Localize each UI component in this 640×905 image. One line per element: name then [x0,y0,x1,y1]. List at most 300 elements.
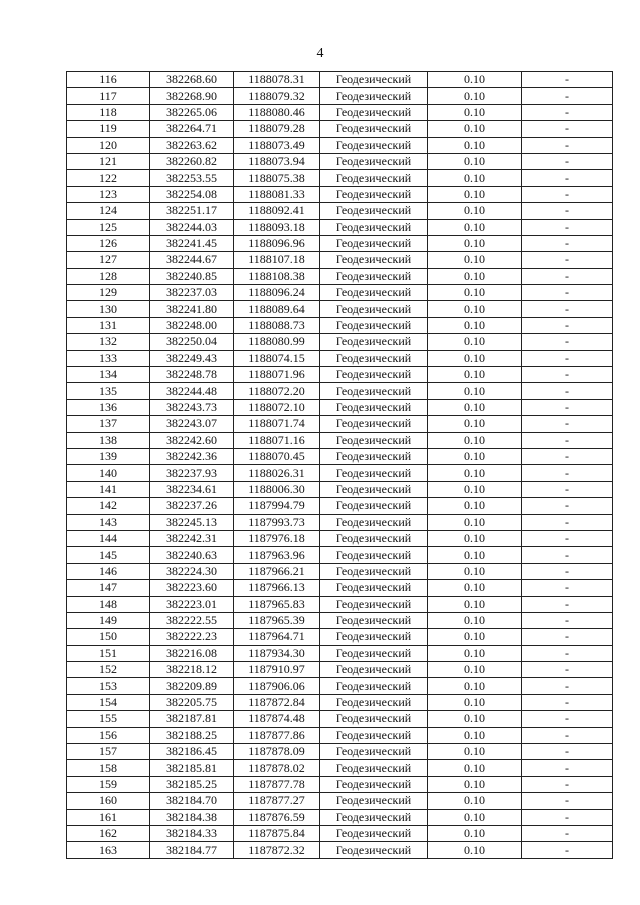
accuracy-cell: 0.10 [428,432,522,448]
point-number-cell: 132 [67,334,150,350]
x-coordinate-cell: 382244.03 [150,219,234,235]
table-row [67,301,613,317]
point-number-cell: 135 [67,383,150,399]
note-cell: - [522,137,613,153]
y-coordinate-cell: 1187993.73 [234,514,320,530]
x-coordinate-cell: 382242.36 [150,448,234,464]
accuracy-cell: 0.10 [428,235,522,251]
x-coordinate-cell: 382250.04 [150,334,234,350]
note-cell: - [522,694,613,710]
point-number-cell: 128 [67,268,150,284]
note-cell: - [522,203,613,219]
method-cell: Геодезический [320,465,428,481]
accuracy-cell: 0.10 [428,334,522,350]
method-cell: Геодезический [320,662,428,678]
point-number-cell: 142 [67,498,150,514]
accuracy-cell: 0.10 [428,121,522,137]
note-cell: - [522,252,613,268]
x-coordinate-cell: 382184.33 [150,825,234,841]
point-number-cell: 129 [67,285,150,301]
page-number: 4 [316,46,324,61]
method-cell: Геодезический [320,88,428,104]
x-coordinate-cell: 382268.90 [150,88,234,104]
x-coordinate-cell: 382234.61 [150,481,234,497]
y-coordinate-cell: 1188089.64 [234,301,320,317]
method-cell: Геодезический [320,612,428,628]
x-coordinate-cell: 382243.73 [150,399,234,415]
x-coordinate-cell: 382222.23 [150,629,234,645]
method-cell: Геодезический [320,367,428,383]
point-number-cell: 140 [67,465,150,481]
point-number-cell: 160 [67,793,150,809]
point-number-cell: 143 [67,514,150,530]
table-row [67,350,613,366]
x-coordinate-cell: 382268.60 [150,72,234,88]
point-number-cell: 154 [67,694,150,710]
method-cell: Геодезический [320,317,428,333]
accuracy-cell: 0.10 [428,514,522,530]
point-number-cell: 161 [67,809,150,825]
note-cell: - [522,580,613,596]
point-number-cell: 163 [67,842,150,858]
method-cell: Геодезический [320,432,428,448]
accuracy-cell: 0.10 [428,465,522,481]
note-cell: - [522,334,613,350]
x-coordinate-cell: 382184.70 [150,793,234,809]
x-coordinate-cell: 382242.31 [150,530,234,546]
y-coordinate-cell: 1187877.27 [234,793,320,809]
table-row [67,580,613,596]
y-coordinate-cell: 1187875.84 [234,825,320,841]
note-cell: - [522,727,613,743]
x-coordinate-cell: 382248.78 [150,367,234,383]
method-cell: Геодезический [320,596,428,612]
point-number-cell: 156 [67,727,150,743]
y-coordinate-cell: 1188026.31 [234,465,320,481]
table-row [67,121,613,137]
table-row [67,285,613,301]
coordinates-table-body [67,72,613,859]
accuracy-cell: 0.10 [428,809,522,825]
accuracy-cell: 0.10 [428,760,522,776]
y-coordinate-cell: 1188071.96 [234,367,320,383]
table-row [67,727,613,743]
method-cell: Геодезический [320,235,428,251]
y-coordinate-cell: 1188079.32 [234,88,320,104]
y-coordinate-cell: 1187876.59 [234,809,320,825]
accuracy-cell: 0.10 [428,153,522,169]
y-coordinate-cell: 1187878.09 [234,744,320,760]
table-row [67,596,613,612]
note-cell: - [522,760,613,776]
x-coordinate-cell: 382249.43 [150,350,234,366]
y-coordinate-cell: 1187910.97 [234,662,320,678]
x-coordinate-cell: 382260.82 [150,153,234,169]
y-coordinate-cell: 1188078.31 [234,72,320,88]
table-row [67,530,613,546]
table-row [67,825,613,841]
y-coordinate-cell: 1187994.79 [234,498,320,514]
x-coordinate-cell: 382185.81 [150,760,234,776]
x-coordinate-cell: 382263.62 [150,137,234,153]
accuracy-cell: 0.10 [428,383,522,399]
note-cell: - [522,825,613,841]
table-row [67,744,613,760]
y-coordinate-cell: 1188070.45 [234,448,320,464]
point-number-cell: 121 [67,153,150,169]
table-row [67,760,613,776]
y-coordinate-cell: 1188080.46 [234,104,320,120]
table-row [67,448,613,464]
x-coordinate-cell: 382187.81 [150,711,234,727]
accuracy-cell: 0.10 [428,285,522,301]
accuracy-cell: 0.10 [428,645,522,661]
y-coordinate-cell: 1188071.74 [234,416,320,432]
point-number-cell: 122 [67,170,150,186]
note-cell: - [522,498,613,514]
method-cell: Геодезический [320,203,428,219]
x-coordinate-cell: 382218.12 [150,662,234,678]
note-cell: - [522,809,613,825]
accuracy-cell: 0.10 [428,727,522,743]
method-cell: Геодезический [320,809,428,825]
method-cell: Геодезический [320,121,428,137]
table-row [67,629,613,645]
note-cell: - [522,235,613,251]
table-row [67,465,613,481]
method-cell: Геодезический [320,498,428,514]
accuracy-cell: 0.10 [428,662,522,678]
note-cell: - [522,563,613,579]
accuracy-cell: 0.10 [428,416,522,432]
y-coordinate-cell: 1187872.32 [234,842,320,858]
method-cell: Геодезический [320,842,428,858]
accuracy-cell: 0.10 [428,711,522,727]
x-coordinate-cell: 382184.77 [150,842,234,858]
note-cell: - [522,219,613,235]
x-coordinate-cell: 382241.80 [150,301,234,317]
x-coordinate-cell: 382223.01 [150,596,234,612]
y-coordinate-cell: 1187877.86 [234,727,320,743]
y-coordinate-cell: 1188073.49 [234,137,320,153]
accuracy-cell: 0.10 [428,825,522,841]
method-cell: Геодезический [320,825,428,841]
accuracy-cell: 0.10 [428,219,522,235]
accuracy-cell: 0.10 [428,170,522,186]
point-number-cell: 137 [67,416,150,432]
x-coordinate-cell: 382244.48 [150,383,234,399]
accuracy-cell: 0.10 [428,88,522,104]
x-coordinate-cell: 382184.38 [150,809,234,825]
table-row [67,694,613,710]
y-coordinate-cell: 1187872.84 [234,694,320,710]
point-number-cell: 158 [67,760,150,776]
x-coordinate-cell: 382237.26 [150,498,234,514]
table-row [67,678,613,694]
table-row [67,809,613,825]
y-coordinate-cell: 1188080.99 [234,334,320,350]
method-cell: Геодезический [320,334,428,350]
table-row [67,252,613,268]
y-coordinate-cell: 1188107.18 [234,252,320,268]
point-number-cell: 148 [67,596,150,612]
note-cell: - [522,744,613,760]
accuracy-cell: 0.10 [428,104,522,120]
note-cell: - [522,612,613,628]
note-cell: - [522,72,613,88]
point-number-cell: 127 [67,252,150,268]
accuracy-cell: 0.10 [428,203,522,219]
method-cell: Геодезический [320,580,428,596]
point-number-cell: 120 [67,137,150,153]
table-row [67,186,613,202]
table-row [67,235,613,251]
table-row [67,793,613,809]
y-coordinate-cell: 1188006.30 [234,481,320,497]
y-coordinate-cell: 1187934.30 [234,645,320,661]
accuracy-cell: 0.10 [428,842,522,858]
x-coordinate-cell: 382264.71 [150,121,234,137]
method-cell: Геодезический [320,399,428,415]
x-coordinate-cell: 382253.55 [150,170,234,186]
note-cell: - [522,465,613,481]
method-cell: Геодезический [320,170,428,186]
x-coordinate-cell: 382254.08 [150,186,234,202]
method-cell: Геодезический [320,727,428,743]
point-number-cell: 149 [67,612,150,628]
table-row [67,367,613,383]
point-number-cell: 157 [67,744,150,760]
accuracy-cell: 0.10 [428,612,522,628]
point-number-cell: 162 [67,825,150,841]
note-cell: - [522,514,613,530]
note-cell: - [522,268,613,284]
x-coordinate-cell: 382224.30 [150,563,234,579]
y-coordinate-cell: 1188079.28 [234,121,320,137]
point-number-cell: 131 [67,317,150,333]
point-number-cell: 150 [67,629,150,645]
point-number-cell: 133 [67,350,150,366]
method-cell: Геодезический [320,514,428,530]
table-row [67,842,613,858]
accuracy-cell: 0.10 [428,268,522,284]
note-cell: - [522,301,613,317]
method-cell: Геодезический [320,793,428,809]
note-cell: - [522,285,613,301]
note-cell: - [522,121,613,137]
y-coordinate-cell: 1188096.24 [234,285,320,301]
y-coordinate-cell: 1187874.48 [234,711,320,727]
method-cell: Геодезический [320,301,428,317]
table-row [67,432,613,448]
table-row [67,268,613,284]
point-number-cell: 141 [67,481,150,497]
x-coordinate-cell: 382222.55 [150,612,234,628]
x-coordinate-cell: 382186.45 [150,744,234,760]
note-cell: - [522,547,613,563]
table-row [67,203,613,219]
point-number-cell: 130 [67,301,150,317]
accuracy-cell: 0.10 [428,448,522,464]
method-cell: Геодезический [320,350,428,366]
point-number-cell: 116 [67,72,150,88]
point-number-cell: 146 [67,563,150,579]
y-coordinate-cell: 1188073.94 [234,153,320,169]
method-cell: Геодезический [320,530,428,546]
method-cell: Геодезический [320,186,428,202]
point-number-cell: 153 [67,678,150,694]
method-cell: Геодезический [320,285,428,301]
point-number-cell: 117 [67,88,150,104]
table-row [67,645,613,661]
method-cell: Геодезический [320,776,428,792]
note-cell: - [522,596,613,612]
note-cell: - [522,104,613,120]
y-coordinate-cell: 1188074.15 [234,350,320,366]
table-row [67,399,613,415]
y-coordinate-cell: 1187966.13 [234,580,320,596]
table-row [67,498,613,514]
x-coordinate-cell: 382251.17 [150,203,234,219]
note-cell: - [522,776,613,792]
y-coordinate-cell: 1188081.33 [234,186,320,202]
point-number-cell: 118 [67,104,150,120]
note-cell: - [522,88,613,104]
x-coordinate-cell: 382244.67 [150,252,234,268]
y-coordinate-cell: 1188108.38 [234,268,320,284]
table-row [67,88,613,104]
accuracy-cell: 0.10 [428,72,522,88]
point-number-cell: 138 [67,432,150,448]
y-coordinate-cell: 1187963.96 [234,547,320,563]
table-row [67,662,613,678]
y-coordinate-cell: 1187877.78 [234,776,320,792]
x-coordinate-cell: 382188.25 [150,727,234,743]
y-coordinate-cell: 1187878.02 [234,760,320,776]
note-cell: - [522,350,613,366]
method-cell: Геодезический [320,448,428,464]
accuracy-cell: 0.10 [428,629,522,645]
y-coordinate-cell: 1188092.41 [234,203,320,219]
y-coordinate-cell: 1187965.83 [234,596,320,612]
accuracy-cell: 0.10 [428,399,522,415]
point-number-cell: 151 [67,645,150,661]
accuracy-cell: 0.10 [428,776,522,792]
method-cell: Геодезический [320,563,428,579]
note-cell: - [522,399,613,415]
table-row [67,481,613,497]
point-number-cell: 119 [67,121,150,137]
x-coordinate-cell: 382205.75 [150,694,234,710]
note-cell: - [522,662,613,678]
table-row [67,334,613,350]
y-coordinate-cell: 1188071.16 [234,432,320,448]
point-number-cell: 155 [67,711,150,727]
accuracy-cell: 0.10 [428,678,522,694]
table-row [67,104,613,120]
x-coordinate-cell: 382216.08 [150,645,234,661]
method-cell: Геодезический [320,72,428,88]
point-number-cell: 159 [67,776,150,792]
point-number-cell: 136 [67,399,150,415]
table-row [67,563,613,579]
table-row [67,137,613,153]
accuracy-cell: 0.10 [428,596,522,612]
x-coordinate-cell: 382240.85 [150,268,234,284]
point-number-cell: 145 [67,547,150,563]
table-row [67,711,613,727]
x-coordinate-cell: 382223.60 [150,580,234,596]
y-coordinate-cell: 1187965.39 [234,612,320,628]
y-coordinate-cell: 1188075.38 [234,170,320,186]
y-coordinate-cell: 1188072.10 [234,399,320,415]
method-cell: Геодезический [320,694,428,710]
accuracy-cell: 0.10 [428,350,522,366]
table-row [67,219,613,235]
table-row [67,170,613,186]
method-cell: Геодезический [320,268,428,284]
note-cell: - [522,186,613,202]
y-coordinate-cell: 1187966.21 [234,563,320,579]
method-cell: Геодезический [320,760,428,776]
accuracy-cell: 0.10 [428,563,522,579]
accuracy-cell: 0.10 [428,530,522,546]
x-coordinate-cell: 382265.06 [150,104,234,120]
point-number-cell: 124 [67,203,150,219]
point-number-cell: 144 [67,530,150,546]
note-cell: - [522,416,613,432]
y-coordinate-cell: 1188093.18 [234,219,320,235]
table-row [67,416,613,432]
point-number-cell: 134 [67,367,150,383]
x-coordinate-cell: 382242.60 [150,432,234,448]
method-cell: Геодезический [320,416,428,432]
table-row [67,72,613,88]
note-cell: - [522,481,613,497]
method-cell: Геодезический [320,137,428,153]
note-cell: - [522,432,613,448]
method-cell: Геодезический [320,219,428,235]
method-cell: Геодезический [320,252,428,268]
y-coordinate-cell: 1188096.96 [234,235,320,251]
y-coordinate-cell: 1187964.71 [234,629,320,645]
accuracy-cell: 0.10 [428,744,522,760]
table-row [67,547,613,563]
y-coordinate-cell: 1188088.73 [234,317,320,333]
accuracy-cell: 0.10 [428,186,522,202]
x-coordinate-cell: 382209.89 [150,678,234,694]
x-coordinate-cell: 382248.00 [150,317,234,333]
note-cell: - [522,153,613,169]
table-row [67,514,613,530]
note-cell: - [522,842,613,858]
accuracy-cell: 0.10 [428,498,522,514]
note-cell: - [522,645,613,661]
x-coordinate-cell: 382237.03 [150,285,234,301]
accuracy-cell: 0.10 [428,301,522,317]
method-cell: Геодезический [320,481,428,497]
note-cell: - [522,170,613,186]
note-cell: - [522,629,613,645]
table-row [67,612,613,628]
y-coordinate-cell: 1188072.20 [234,383,320,399]
method-cell: Геодезический [320,744,428,760]
y-coordinate-cell: 1187906.06 [234,678,320,694]
table-row [67,776,613,792]
note-cell: - [522,678,613,694]
method-cell: Геодезический [320,547,428,563]
note-cell: - [522,793,613,809]
